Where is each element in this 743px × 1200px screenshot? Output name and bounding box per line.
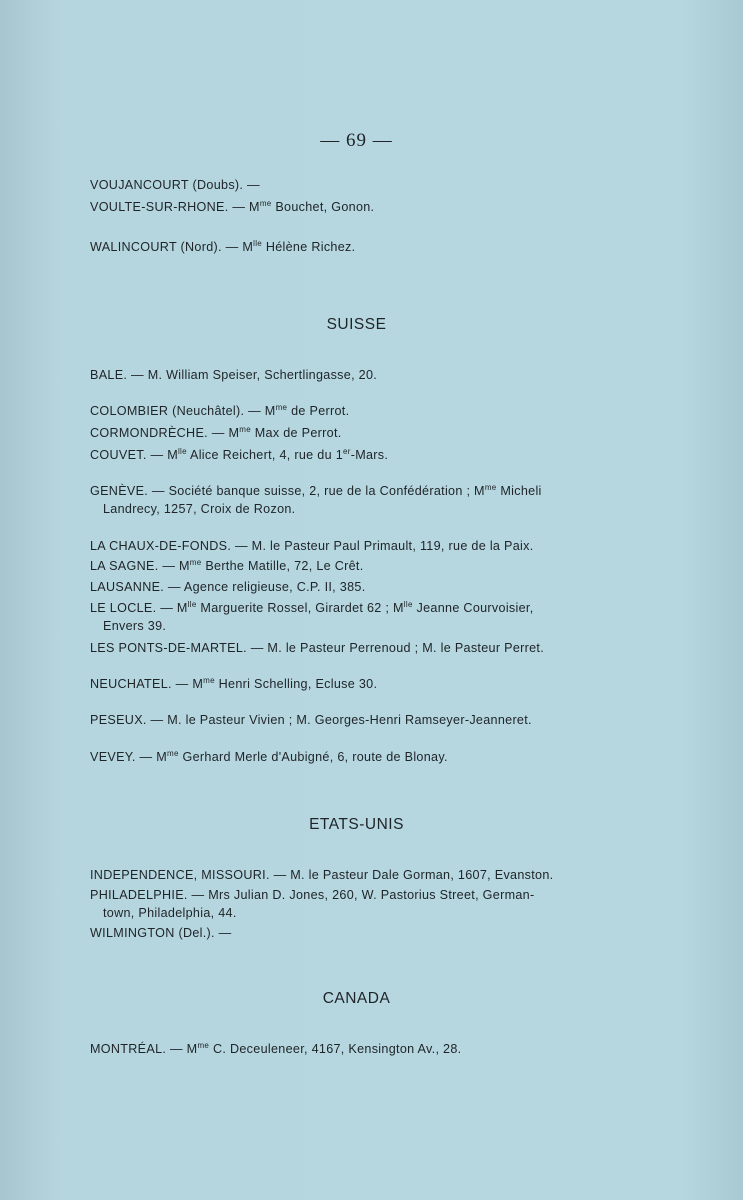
- place-name: VEVEY.: [90, 750, 136, 764]
- place-name: LA SAGNE.: [90, 559, 159, 573]
- entry-text: — M. le Pasteur Perrenoud ; M. le Pasteur Perret.: [250, 641, 545, 655]
- place-name: LES PONTS-DE-MARTEL.: [90, 641, 247, 655]
- place-name: PHILADELPHIE.: [90, 888, 188, 902]
- entry-cormondreche: [90, 424, 622, 442]
- entry-text: (Del.). —: [178, 926, 232, 940]
- place-name: LA CHAUX-DE-FONDS.: [90, 539, 232, 553]
- entry-text: (Neuchâtel). — $M^{me}$ de Perrot.: [172, 402, 350, 418]
- entry-text: (Nord). — $M^{lle}$ Hélène Richez.: [180, 238, 356, 254]
- entry-wilmington: [90, 924, 622, 942]
- entry-text: — M. le Pasteur Paul Primault, 119, rue de la Paix.: [234, 539, 534, 553]
- place-name: VOULTE-SUR-RHONE.: [90, 200, 229, 214]
- place-name: VOUJANCOURT: [90, 178, 189, 192]
- entry-text: — $M^{me}$ Gerhard Merle d'Aubigné, 6, route de Blonay.: [139, 748, 448, 764]
- entry-text: — $M^{me}$ Berthe Matille, 72, Le Crêt.: [162, 557, 364, 573]
- entry-philadelphie: [90, 886, 622, 922]
- place-name: CORMONDRÈCHE.: [90, 426, 208, 440]
- entry-text: — $M^{lle}$ Alice Reichert, 4, rue du 1er-Mars.: [150, 446, 389, 462]
- entry-continuation: town, Philadelphia, 44.: [103, 906, 237, 920]
- entry-couvet: [90, 446, 622, 464]
- entry-walincourt: [90, 238, 622, 256]
- entry-la-chaux-de-fonds: [90, 537, 622, 555]
- place-name: WALINCOURT: [90, 240, 177, 254]
- place-name: MONTRÉAL.: [90, 1042, 167, 1056]
- place-name: COUVET.: [90, 448, 147, 462]
- entry-voujancourt: [90, 176, 622, 194]
- entry-text: — $M^{lle}$ Marguerite Rossel, Girardet 62 ; $M^{lle}$ Jeanne Courvoisier,: [160, 599, 534, 615]
- entry-geneve: [90, 482, 622, 518]
- section-heading-suisse: SUISSE: [326, 316, 387, 333]
- place-name: LAUSANNE.: [90, 580, 165, 594]
- entry-continuation: Landrecy, 1257, Croix de Rozon.: [103, 502, 296, 516]
- entry-bale: [90, 366, 622, 384]
- entry-voulte-sur-rhone: [90, 198, 622, 216]
- entry-montreal: [90, 1040, 622, 1058]
- entry-peseux: [90, 711, 622, 729]
- page-number: — 69 —: [320, 130, 393, 151]
- place-name: LE LOCLE.: [90, 601, 157, 615]
- entry-text: — $M^{me}$ Bouchet, Gonon.: [232, 198, 375, 214]
- section-heading-etats-unis: ETATS-UNIS: [309, 816, 404, 833]
- entry-text: — Mrs Julian D. Jones, 260, W. Pastorius Street, German-: [191, 888, 535, 902]
- entry-independence-missouri: [90, 866, 622, 884]
- entry-le-locle: [90, 599, 622, 635]
- place-name: INDEPENDENCE, MISSOURI.: [90, 868, 270, 882]
- place-name: PESEUX.: [90, 713, 147, 727]
- entry-les-ponts-de-martel: [90, 639, 622, 657]
- place-name: NEUCHATEL.: [90, 677, 172, 691]
- entry-text: — $M^{me}$ Henri Schelling, Ecluse 30.: [175, 675, 378, 691]
- entry-vevey: [90, 748, 622, 766]
- entry-text: — Société banque suisse, 2, rue de la Confédération ; $M^{me}$ Micheli: [151, 482, 542, 498]
- entry-colombier: [90, 402, 622, 420]
- entry-la-sagne: [90, 557, 622, 575]
- place-name: GENÈVE.: [90, 484, 149, 498]
- entry-text: — M. William Speiser, Schertlingasse, 20.: [131, 368, 378, 382]
- entry-text: — M. le Pasteur Vivien ; M. Georges-Henri Ramseyer-Jeanneret.: [150, 713, 532, 727]
- place-name: WILMINGTON: [90, 926, 175, 940]
- place-name: COLOMBIER: [90, 404, 169, 418]
- place-name: BALE.: [90, 368, 128, 382]
- entry-text: — $M^{me}$ C. Deceuleneer, 4167, Kensington Av., 28.: [169, 1040, 462, 1056]
- entry-text: — M. le Pasteur Dale Gorman, 1607, Evanston.: [273, 868, 554, 882]
- entry-text: — Agence religieuse, C.P. II, 385.: [167, 580, 366, 594]
- entry-continuation: Envers 39.: [103, 619, 167, 633]
- section-heading-canada: CANADA: [322, 990, 391, 1007]
- entry-text: — $M^{me}$ Max de Perrot.: [211, 424, 342, 440]
- entry-text: (Doubs). —: [192, 178, 260, 192]
- entry-neuchatel: [90, 675, 622, 693]
- entry-lausanne: [90, 578, 622, 596]
